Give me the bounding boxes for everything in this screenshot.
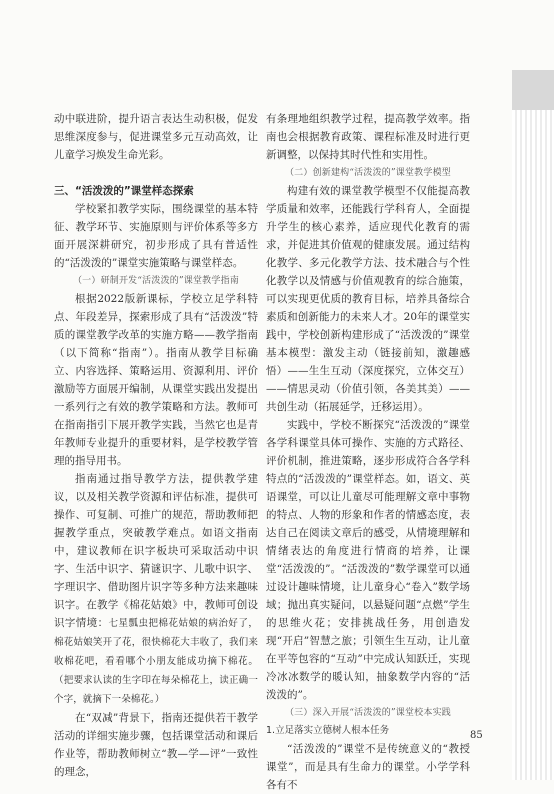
page-edge-tab	[512, 70, 554, 110]
example-quote: 七星瓢虫把棉花姑娘的病治好了，棉花姑娘笑开了花，很快棉花大丰收了，我们来收棉花吧，看看哪个小朋友能成功摘下棉花。（把要求认读的生字印在每朵棉花上，读正确一个字，就摘下一朵棉花。）	[54, 618, 258, 705]
subheading-3: （三）深入开展“活泼泼的”课堂校本实践	[284, 708, 451, 718]
right-paragraph-1: 有条理地组织教学过程，提高教学效率。指南也会根据教育政策、课程标准及时进行更新调整，以保持其时代性和实用性。	[266, 113, 470, 161]
subheading-2: （二）创新建构“活泼泼的”课堂教学模型	[284, 168, 451, 178]
subheading-1: （一）研制开发“活泼泼的”课堂教学指南	[72, 276, 239, 286]
page-edge-strip	[512, 110, 554, 780]
page-number: 85	[470, 730, 483, 741]
section-heading-3: 三、“活泼泼的”课堂样态探索	[54, 185, 194, 197]
left-paragraph-3: 根据2022版新课标，学校立足学科特点、年段差异，探索形成了具有“活泼泼”特质的课堂教学改革的实施方略——教学指南（以下简称“指南”）。指南从教学目标确立、内容选择、策略运用、资源利用、评价激励等方面展开编制，从课堂实践出发提出一系列行之有效的教学策略和方法。教师可在指南指引下展开教学实践，当然它也是青年教师专业提升的重要材料，是学校教学管理的指导用书。	[54, 293, 258, 467]
left-paragraph-2: 学校紧扣教学实际，围绕课堂的基本特征、教学环节、实施原则与评价体系等多方面开展深耕研究，初步形成了具有普适性的“活泼泼的”课堂实施策略与课堂样态。	[54, 203, 258, 269]
left-paragraph-4-text: 指南通过指导教学方法，提供教学建议，以及相关教学资源和评估标准，提供可操作、可复制、可推广的规范，帮助教师把握教学重点，突破教学难点。如语文指南中，建议教师在识字板块可采取活动中识字、生活中识字、猜谜识字、儿歌中识字、字理识字、借助图片识字等多种方法来趣味识字。在教学《棉花姑娘》中，教师可创设识字情境：	[54, 473, 258, 629]
right-column	[266, 110, 470, 794]
left-paragraph-1: 动中联进阶，提升语言表达生动积极，促发思维深度参与，促进课堂多元互动高效，让儿童学习焕发生命光彩。	[54, 113, 258, 161]
right-paragraph-2: 构建有效的课堂教学模型不仅能提高教学质量和效率，还能践行学科育人，全面提升学生的核心素养，适应现代化教育的需求，并促进其价值观的健康发展。通过结构化教学、多元化教学方法、技术融合与个性化教学以及情感与价值观教育的综合施策，可以实现更优质的教育目标，培养具备综合素质和创新能力的未来人才。20年的课堂实践中，学校创新构建形成了“活泼泼的”课堂基本模型：激发主动（链接前知，激趣感悟）——生生互动（深度探究，立体交互）——情思灵动（价值引领，各美其美）——共创生动（拓展延学，迁移运用）。	[266, 185, 470, 413]
left-paragraph-5: 在“双减”背景下，指南还提供若干教学活动的详细实施步骤，包括课堂活动和课后作业等，帮助教师树立“教—学—评”一致性的理念，	[54, 712, 258, 778]
right-paragraph-4: “活泼泼的”课堂不是传统意义的“教授课堂”，而是具有生命力的课堂。小学学科各有不	[266, 743, 470, 791]
left-column	[54, 110, 258, 781]
left-paragraph-4	[54, 470, 258, 709]
subheading-3-1: 1.立足落实立德树人根本任务	[266, 725, 390, 736]
right-paragraph-3: 实践中，学校不断探究“活泼泼的”课堂各学科课堂具体可操作、实施的方式路径、评价机制，推进策略，逐步形成符合各学科特点的“活泼泼的”课堂样态。如，语文、英语课堂，可以让儿童尽可能理解文章中事物的特点、人物的形象和作者的情感态度，表达自己在阅读文章后的感受，从情境理解和情绪表达的角度进行情商的培养，让课堂“活泼泼的”。“活泼泼的”数学课堂可以通过设计趣味情境，让儿童身心“卷入”数学场域；抛出真实疑问，以悬疑问题“点燃”学生的思维火花；安排挑战任务，用创造发现“开启”智慧之旅；引领生生互动，让儿童在平等包容的“互动”中完成认知跃迁，实现冷冰冰数学的暖认知，抽象数学内容的“活泼泼的”。	[266, 419, 470, 701]
